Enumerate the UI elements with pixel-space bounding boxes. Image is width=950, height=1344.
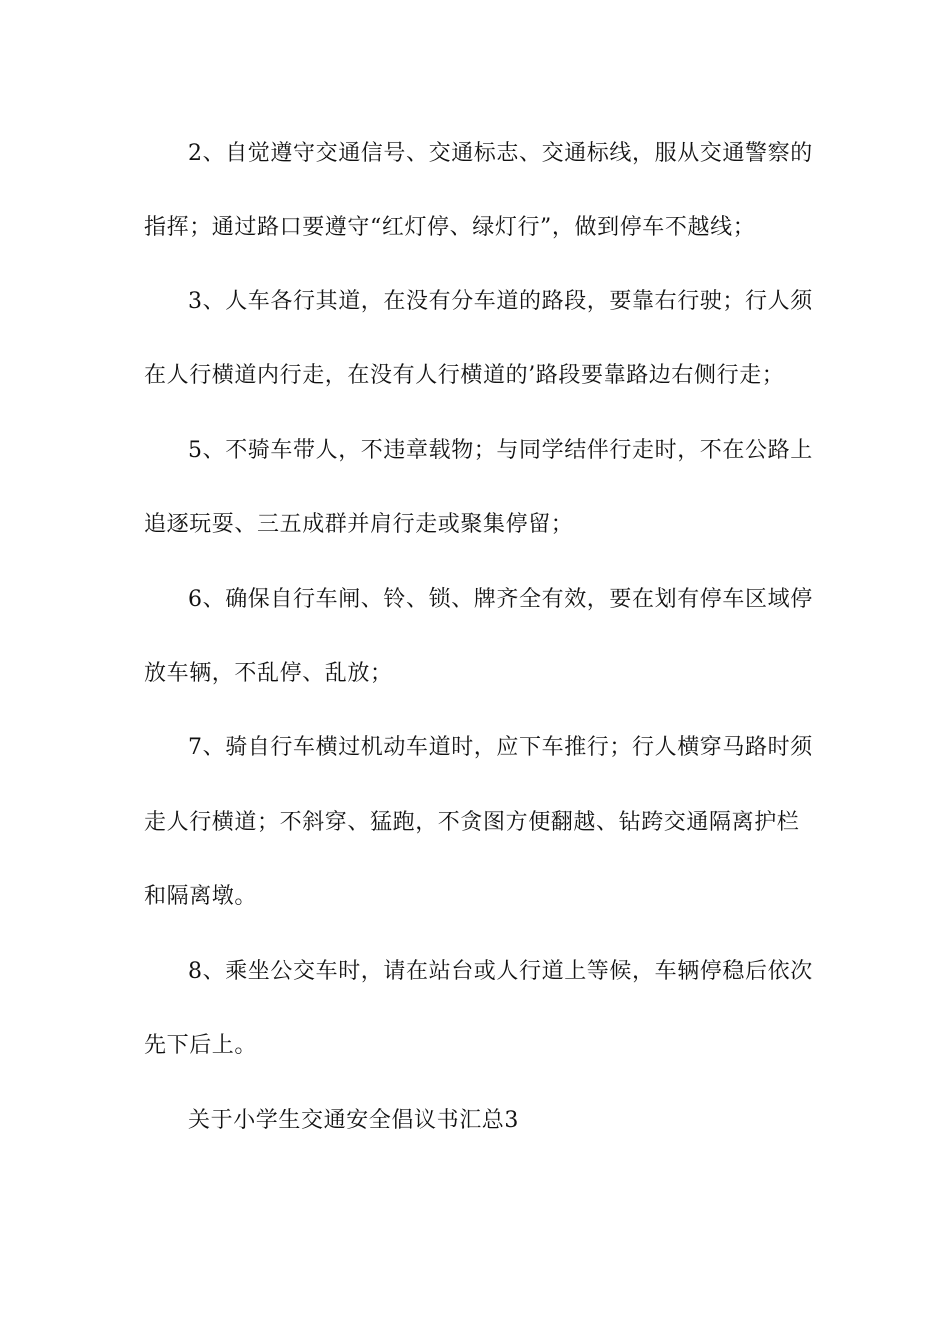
paragraph-7-line-1: 7、骑自行车横过机动车道时，应下车推行；行人横穿马路时须: [188, 735, 813, 760]
paragraph-5-line-1: 5、不骑车带人，不违章载物；与同学结伴行走时，不在公路上: [188, 438, 813, 463]
paragraph-8-line-1: 8、乘坐公交车时，请在站台或人行道上等候，车辆停稳后依次: [188, 959, 813, 984]
paragraph-2-line-2: 指挥；通过路口要遵守“红灯停、绿灯行”，做到停车不越线；: [144, 215, 756, 240]
paragraph-3-line-1: 3、人车各行其道，在没有分车道的路段，要靠右行驶；行人须: [188, 289, 813, 314]
paragraph-6-line-2: 放车辆，不乱停、乱放；: [144, 661, 393, 686]
paragraph-7-line-3: 和隔离墩。: [144, 884, 258, 909]
paragraph-3-line-2: 在人行横道内行走，在没有人行横道的’路段要靠路边右侧行走；: [144, 363, 785, 388]
paragraph-8-line-2: 先下后上。: [144, 1033, 258, 1058]
paragraph-6-line-1: 6、确保自行车闸、铃、锁、牌齐全有效，要在划有停车区域停: [188, 587, 813, 612]
paragraph-5-line-2: 追逐玩耍、三五成群并肩行走或聚集停留；: [144, 512, 574, 537]
section-title: 关于小学生交通安全倡议书汇总3: [188, 1108, 519, 1133]
paragraph-7-line-2: 走人行横道；不斜穿、猛跑，不贪图方便翻越、钻跨交通隔离护栏: [144, 810, 800, 835]
paragraph-2-line-1: 2、自觉遵守交通信号、交通标志、交通标线，服从交通警察的: [188, 141, 813, 166]
